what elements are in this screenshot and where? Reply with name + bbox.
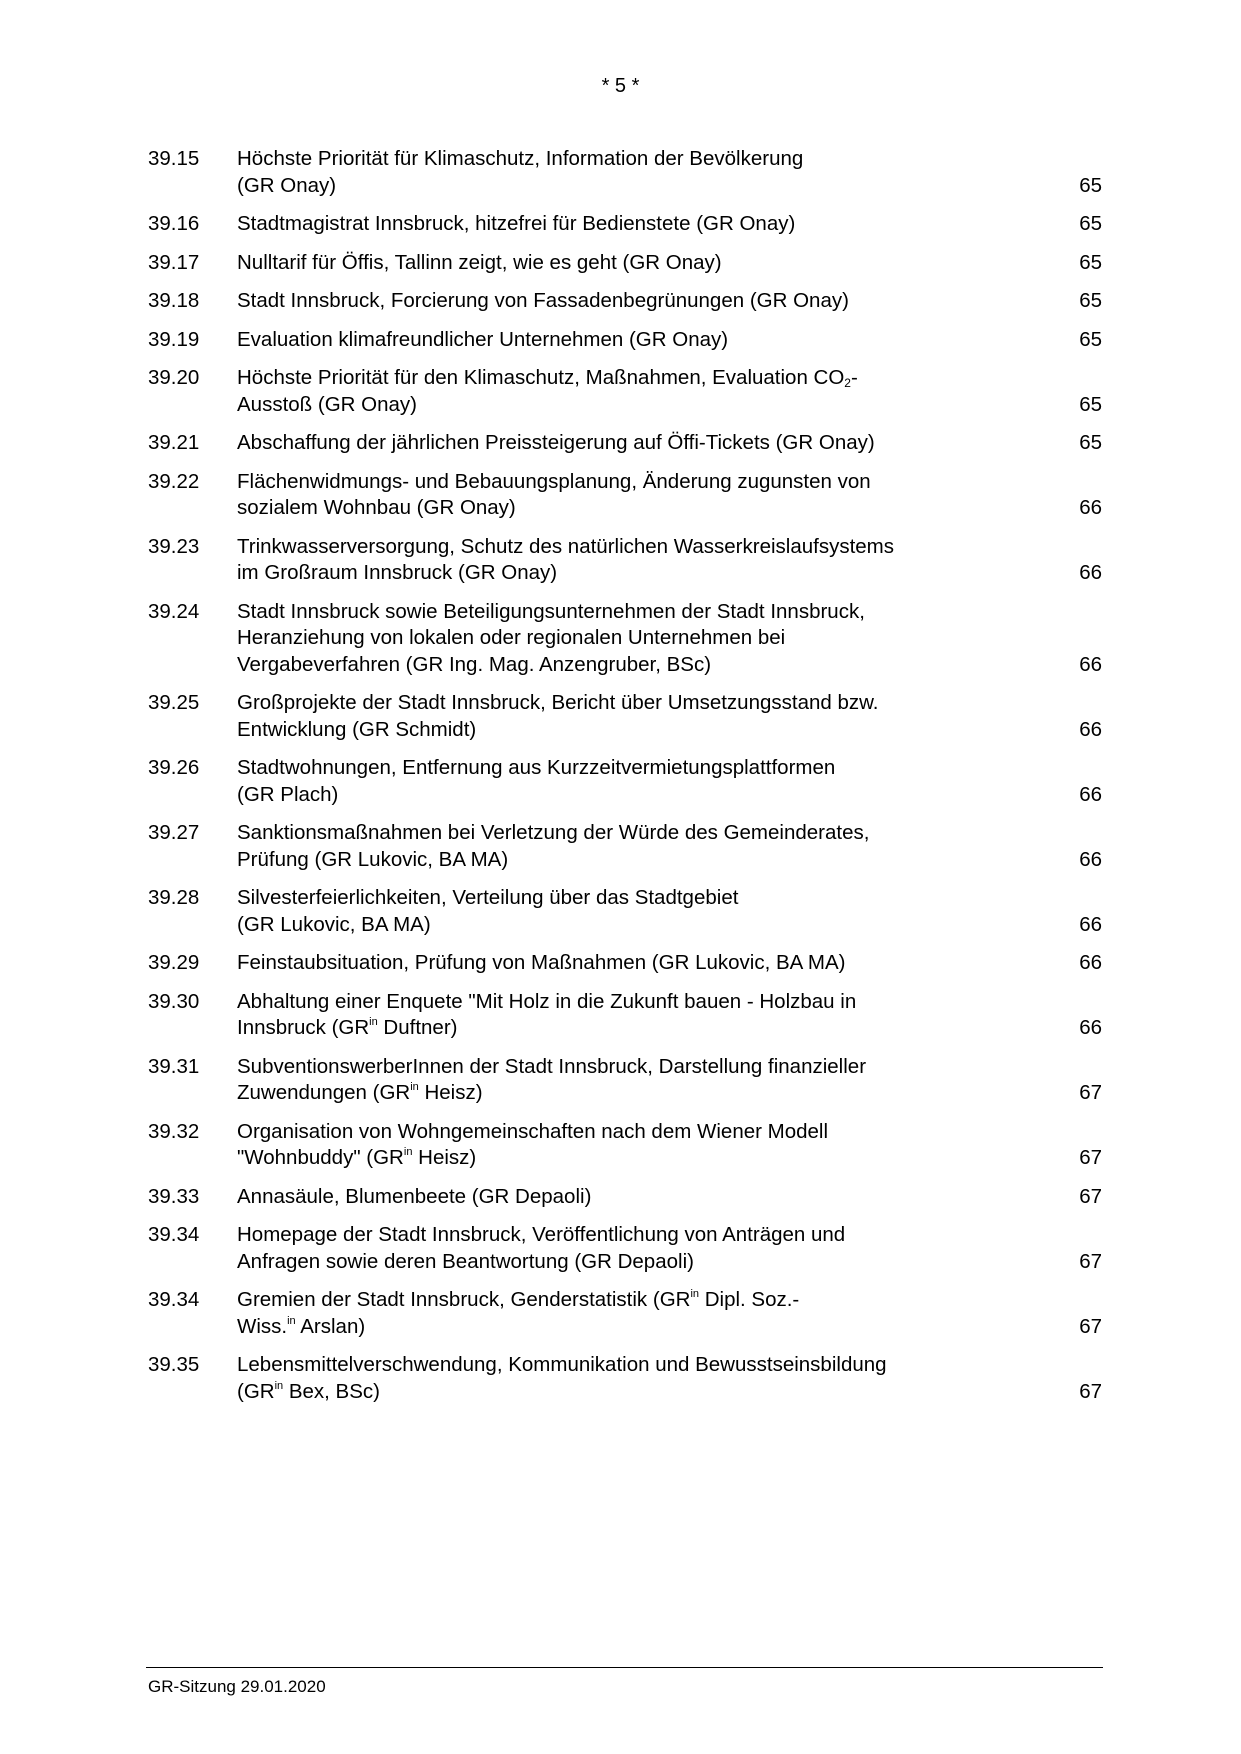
toc-entry-page-number: 66 (1079, 951, 1102, 974)
title-text: Feinstaubsituation, Prüfung von Maßnahmen (GR Lukovic, BA MA) (237, 951, 846, 974)
title-text: Stadtmagistrat Innsbruck, hitzefrei für Bedienstete (GR Onay) (237, 212, 796, 235)
title-text: Ausstoß (GR Onay) (237, 392, 417, 416)
page-number-header: * 5 * (601, 75, 640, 97)
title-text: Großprojekte der Stadt Innsbruck, Bericht über Umsetzungsstand bzw. (237, 691, 879, 714)
toc-entry-number: 39.32 (148, 1119, 200, 1143)
toc-entry-page-number: 67 (1079, 1379, 1102, 1403)
footer-divider (146, 1667, 1103, 1668)
toc-entry (148, 1184, 1102, 1211)
toc-entry-number: 39.21 (148, 431, 200, 454)
toc-entry-number: 39.18 (148, 289, 200, 312)
toc-entry-title (237, 755, 1017, 808)
title-text: Stadtwohnungen, Entfernung aus Kurzzeitvermietungsplattformen (237, 756, 836, 779)
toc-entry-number: 39.30 (148, 989, 200, 1013)
toc-entry-title (237, 1054, 1017, 1107)
toc-entry-page-number: 65 (1079, 392, 1102, 416)
superscript-text: in (287, 1314, 296, 1327)
title-text: Heranziehung von lokalen oder regionalen Unternehmen bei (237, 626, 786, 649)
title-text: Heisz) (412, 1146, 477, 1169)
toc-entry-page-number: 67 (1079, 1146, 1102, 1169)
toc-entry (148, 1352, 1102, 1405)
title-text: Duftner) (377, 1016, 458, 1039)
toc-entry (148, 989, 1102, 1042)
toc-entry (148, 885, 1102, 938)
title-text: Zuwendungen (GR (237, 1081, 411, 1104)
toc-entry-title (237, 885, 1017, 938)
toc-entry-title (237, 469, 1017, 522)
title-text: sozialem Wohnbau (GR Onay) (237, 496, 516, 519)
title-text: Nulltarif für Öffis, Tallinn zeigt, wie es geht (GR Onay) (237, 250, 722, 274)
toc-entry (148, 1222, 1102, 1275)
toc-entry-page-number: 66 (1079, 561, 1102, 584)
title-text: (GR Onay) (237, 173, 337, 197)
toc-entry-page-number: 66 (1079, 496, 1102, 519)
toc-entry (148, 820, 1102, 873)
title-text: Lebensmittelverschwendung, Kommunikation und Bewusstseinsbildung (237, 1353, 887, 1376)
title-text: Arslan) (295, 1314, 366, 1338)
toc-entry (148, 755, 1102, 808)
toc-entry-number: 39.33 (148, 1184, 200, 1208)
toc-entry-title (237, 950, 1017, 977)
title-text: Evaluation klimafreundlicher Unternehmen (GR Onay) (237, 327, 729, 351)
title-text: Annasäule, Blumenbeete (GR Depaoli) (237, 1184, 592, 1208)
toc-entry-number: 39.26 (148, 756, 200, 779)
toc-entry-title (237, 599, 1017, 679)
title-text: (GR (237, 1379, 275, 1403)
toc-entry-number: 39.24 (148, 599, 200, 623)
toc-entry (148, 1287, 1102, 1340)
toc-entry (148, 690, 1102, 743)
toc-entry-page-number: 67 (1079, 1249, 1102, 1273)
toc-entry (148, 950, 1102, 977)
toc-entry-page-number: 67 (1079, 1184, 1102, 1208)
subscript-text: 2 (844, 376, 851, 390)
title-text: Trinkwasserversorgung, Schutz des natürlichen Wasserkreislaufsystems (237, 534, 895, 558)
toc-entry (148, 534, 1102, 587)
toc-entry-title (237, 1352, 1017, 1405)
title-text: Entwicklung (GR Schmidt) (237, 717, 477, 741)
toc-entry (148, 211, 1102, 238)
superscript-text: in (369, 1016, 378, 1028)
toc-entry-title (237, 327, 1017, 354)
toc-entry-page-number: 65 (1079, 327, 1102, 351)
toc-entry-number: 39.34 (148, 1288, 200, 1311)
toc-entry-page-number: 65 (1079, 289, 1102, 312)
title-text: SubventionswerberInnen der Stadt Innsbruck, Darstellung finanzieller (237, 1054, 867, 1078)
title-text: Homepage der Stadt Innsbruck, Veröffentlichung von Anträgen und (237, 1223, 846, 1246)
toc-entry-title (237, 211, 1017, 238)
toc-entry-number: 39.29 (148, 951, 200, 974)
toc-entry-number: 39.17 (148, 250, 200, 274)
toc-entry-number: 39.19 (148, 327, 200, 351)
title-text: Organisation von Wohngemeinschaften nach dem Wiener Modell (237, 1119, 829, 1143)
title-text: Gremien der Stadt Innsbruck, Genderstatistik (GR (237, 1288, 691, 1311)
title-text: Flächenwidmungs- und Bebauungsplanung, Änderung zugunsten von (237, 469, 871, 493)
toc-entry-number: 39.15 (148, 147, 200, 170)
toc-entry-title (237, 820, 1017, 873)
toc-entry-title (237, 690, 1017, 743)
toc-entry (148, 250, 1102, 277)
toc-entry-title (237, 1184, 1017, 1211)
toc-entry-number: 39.31 (148, 1054, 200, 1078)
toc-entry-page-number: 65 (1079, 431, 1102, 454)
toc-entry (148, 469, 1102, 522)
toc-entry-number: 39.28 (148, 886, 200, 909)
toc-entry-page-number: 66 (1079, 652, 1102, 676)
toc-entry (148, 1119, 1102, 1172)
toc-entry-page-number: 66 (1079, 912, 1102, 936)
title-text: Höchste Priorität für den Klimaschutz, Maßnahmen, Evaluation CO (237, 366, 845, 389)
title-text: Dipl. Soz.- (699, 1288, 800, 1311)
toc-entry (148, 430, 1102, 457)
title-text: Abhaltung einer Enquete "Mit Holz in die Zukunft bauen - Holzbau in (237, 989, 857, 1013)
title-text: Innsbruck (GR (237, 1016, 370, 1039)
title-text: Silvesterfeierlichkeiten, Verteilung über das Stadtgebiet (237, 886, 739, 909)
toc-entry-number: 39.35 (148, 1353, 200, 1376)
title-text: Heisz) (418, 1081, 483, 1104)
footer-session-date: GR-Sitzung 29.01.2020 (148, 1677, 326, 1696)
title-text: Stadt Innsbruck, Forcierung von Fassadenbegrünungen (GR Onay) (237, 289, 849, 312)
title-text: Abschaffung der jährlichen Preissteigerung auf Öffi-Tickets (GR Onay) (237, 431, 875, 454)
title-text: (GR Plach) (237, 782, 339, 806)
toc-entry (148, 599, 1102, 679)
toc-entry-title (237, 250, 1017, 277)
toc-entry (148, 327, 1102, 354)
toc-entry-title (237, 1222, 1017, 1275)
toc-entry-title (237, 1287, 1017, 1340)
superscript-text: in (690, 1288, 700, 1300)
superscript-text: in (403, 1146, 413, 1158)
title-text: Bex, BSc) (283, 1379, 380, 1403)
toc-entry-page-number: 67 (1079, 1314, 1102, 1338)
toc-entry-number: 39.23 (148, 534, 200, 558)
title-text: Prüfung (GR Lukovic, BA MA) (237, 847, 509, 871)
toc-entry-title (237, 146, 1017, 199)
title-text: Anfragen sowie deren Beantwortung (GR Depaoli) (237, 1249, 694, 1273)
toc-entry-page-number: 66 (1079, 717, 1102, 741)
toc-entry-title (237, 288, 1017, 315)
title-text: Stadt Innsbruck sowie Beteiligungsunternehmen der Stadt Innsbruck, (237, 599, 865, 623)
title-text: im Großraum Innsbruck (GR Onay) (237, 561, 558, 584)
toc-entry-page-number: 65 (1079, 250, 1102, 274)
toc-entry-page-number: 66 (1079, 1016, 1102, 1039)
title-text: Sanktionsmaßnahmen bei Verletzung der Würde des Gemeinderates, (237, 821, 870, 844)
toc-entry (148, 146, 1102, 199)
toc-entry-title (237, 534, 1017, 587)
toc-entry-page-number: 65 (1079, 212, 1102, 235)
toc-entry-number: 39.20 (148, 366, 200, 389)
title-text: - (850, 366, 858, 389)
toc-entry-title (237, 989, 1017, 1042)
toc-entry-page-number: 65 (1079, 173, 1102, 197)
toc-entry-title (237, 430, 1017, 457)
toc-entry-number: 39.27 (148, 821, 200, 844)
title-text: Vergabeverfahren (GR Ing. Mag. Anzengruber, BSc) (237, 652, 712, 676)
toc-entry-title (237, 1119, 1017, 1172)
title-text: Höchste Priorität für Klimaschutz, Information der Bevölkerung (237, 147, 804, 170)
toc-entry-number: 39.22 (148, 469, 200, 493)
toc-entry-page-number: 66 (1079, 847, 1102, 871)
toc-entry (148, 365, 1102, 418)
title-text: Wiss. (237, 1314, 288, 1338)
toc-entry-number: 39.25 (148, 691, 200, 714)
superscript-text: in (274, 1379, 284, 1392)
toc-entry-page-number: 67 (1079, 1081, 1102, 1104)
table-of-contents (148, 146, 1102, 1417)
toc-entry (148, 288, 1102, 315)
toc-entry-number: 39.16 (148, 212, 200, 235)
toc-entry-page-number: 66 (1079, 782, 1102, 806)
superscript-text: in (410, 1081, 419, 1093)
toc-entry-title (237, 365, 1017, 418)
toc-entry-number: 39.34 (148, 1223, 200, 1246)
toc-entry (148, 1054, 1102, 1107)
title-text: "Wohnbuddy" (GR (237, 1146, 404, 1169)
title-text: (GR Lukovic, BA MA) (237, 912, 431, 936)
